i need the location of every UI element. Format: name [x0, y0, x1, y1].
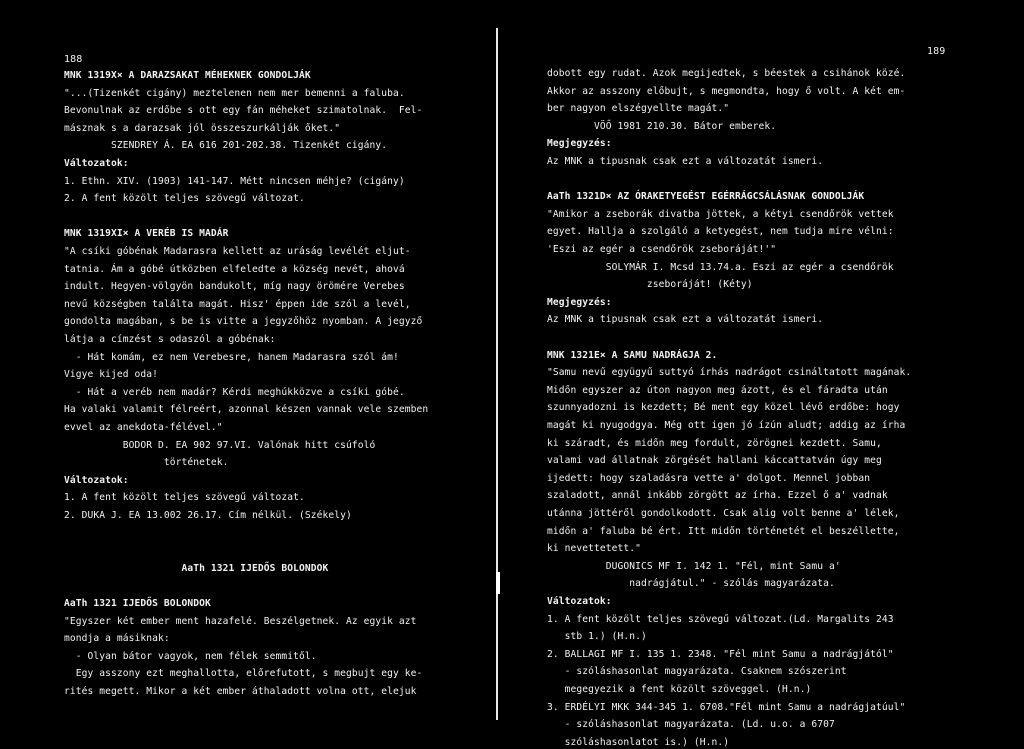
text-line: 1. A fent közölt teljes szövegű változat.(Ld. Margalits 243	[547, 613, 894, 625]
section-heading: AaTh 1321 IJEDŐS BOLONDOK	[64, 562, 329, 574]
section-heading: Megjegyzés:	[547, 138, 612, 150]
text-line: 'Eszi az egér a csendőrök zseboráját!'"	[547, 244, 777, 255]
text-line: evvel az anekdota-félével."	[64, 422, 223, 433]
page-number: 189	[927, 46, 946, 57]
text-line: ki száradt, és midőn meg fordult, zörögnei kezdett. Samu,	[547, 437, 882, 449]
text-line: Bevonulnak az erdőbe s ott egy fán méheket szimatolnak. Fel-	[64, 105, 423, 117]
text-line: valami vad állatnak zörgését hallani káccattatván úgy meg	[547, 455, 882, 467]
text-line: utánna jöttéről gondolkodott. Csak alig volt benne a' lélek,	[547, 508, 900, 519]
text-line: - Hát komám, ez nem Verebesre, hanem Madarasra szól ám!	[64, 351, 399, 363]
text-line: 2. BALLAGI MF I. 135 1. 2348. "Fél mint Samu a nadrágjától"	[547, 648, 894, 660]
left-page	[0, 0, 497, 720]
text-line: Midőn egyszer az úton nagyon meg ázott, és el fáradta után	[547, 384, 888, 396]
text-line: midőn a' faluba bé ért. Itt midőn történetét el beszéllette,	[547, 525, 900, 537]
text-line: nadrágjátul." - szólás magyarázata.	[547, 578, 835, 590]
text-line: Vigye kijed oda!	[64, 369, 159, 381]
text-line: 1. Ethn. XIV. (1903) 141-147. Métt nincsen méhje? (cigány)	[64, 175, 405, 187]
text-line: nevű községben találta magát. Hisz' éppen ide szól a levél,	[64, 298, 411, 310]
section-heading: MNK 1319X× A DARAZSAKAT MÉHEKNEK GONDOLJÁK	[64, 70, 311, 81]
text-line: szaladott, annál inkább zörgött az írha. Ezzel ő a' vadnak	[547, 490, 888, 502]
section-heading: Változatok:	[64, 474, 129, 486]
text-line: stb 1.) (H.n.)	[547, 631, 647, 643]
text-line: "Amikor a zseborák divatba jöttek, a kétyi csendőrök vettek	[547, 208, 894, 220]
text-line: 2. A fent közölt teljes szövegű változat.	[64, 193, 305, 205]
text-line: - szóláshasonlat magyarázata. (Ld. u.o. a 6707	[547, 719, 835, 731]
section-heading: Változatok:	[64, 158, 129, 169]
text-line: Az MNK a tipusnak csak ezt a változatát ismeri.	[547, 314, 824, 326]
text-line: SOLYMÁR I. Mcsd 13.74.a. Eszi az egér a csendőrök	[547, 261, 894, 273]
text-line: BODOR D. EA 902 97.VI. Valónak hitt csúfoló	[64, 439, 376, 451]
text-line: "...(Tizenkét cigány) meztelenen nem mer bemenni a faluba.	[64, 87, 405, 99]
text-line: magát ki nyugodgya. Még ott igen jó ízún aludt; addig az írha	[547, 420, 906, 431]
text-line: gondolta magában, s be is vitte a jegyzőhöz nyomban. A jegyző	[64, 316, 423, 328]
section-heading: AaTh 1321D× AZ ÓRAKETYEGÉST EGÉRRÁGCSÁLÁSNAK GONDOLJÁK	[547, 191, 865, 203]
text-line: Ha valaki valamit félreért, azonnal készen vannak vele szemben	[64, 404, 429, 416]
text-line: - szóláshasonlat magyarázata. Csaknem szószerint	[547, 666, 847, 678]
section-heading: Megjegyzés:	[547, 296, 612, 308]
text-line: Az MNK a tipusnak csak ezt a változatát ismeri.	[547, 156, 824, 167]
page-number: 188	[64, 54, 83, 65]
text-line: Egy asszony ezt meghallotta, előrefutott, s megbujt egy ke-	[64, 668, 423, 680]
section-heading: MNK 1321E× A SAMU NADRÁGJA 2.	[547, 349, 718, 361]
text-line: 1. A fent közölt teljes szövegű változat.	[64, 492, 305, 504]
text-line: indult. Hegyen-völgyön bandukolt, míg nagy örömére Verebes	[64, 281, 405, 293]
section-heading: AaTh 1321 IJEDŐS BOLONDOK	[64, 598, 211, 609]
text-line: tatnia. Ám a góbé útközben elfeledte a község nevét, ahová	[64, 263, 405, 275]
text-line: VÖŐ 1981 210.30. Bátor emberek.	[547, 120, 777, 132]
text-line: ijedett: hogy szaladásra vette a' dolgot. Mennel jobban	[547, 472, 871, 484]
page-divider	[496, 28, 498, 720]
text-line: "Samu nevű együgyű suttyó írhás nadrágot csináltatott magának.	[547, 367, 912, 379]
text-line: Akkor az asszony előbujt, s megmondta, hogy ő volt. A két em-	[547, 85, 906, 97]
text-line: látja a címzést s odaszól a góbénak:	[64, 334, 276, 345]
text-line: dobott egy rudat. Azok megijedtek, s béestek a csihánok közé.	[547, 68, 906, 79]
text-line: ber nagyon elszégyellte magát."	[547, 103, 730, 115]
text-line: ki nevettetett."	[547, 543, 642, 555]
text-line: "Egyszer két ember ment hazafelé. Beszélgetnek. Az egyik azt	[64, 615, 417, 627]
text-line: mondja a másiknak:	[64, 633, 170, 645]
text-line: 2. DUKA J. EA 13.002 26.17. Cím nélkül. (Székely)	[64, 510, 352, 521]
text-line: - Hát a veréb nem madár? Kérdi meghúkközve a csíki góbé.	[64, 386, 405, 398]
text-line: DUGONICS MF I. 142 1. "Fél, mint Samu a'	[547, 560, 841, 572]
text-line: történetek.	[64, 457, 229, 469]
text-line: zseboráját! (Kéty)	[547, 279, 753, 291]
text-line: "A csíki góbénak Madarasra kellett az uráság levélét eljut-	[64, 246, 411, 257]
text-line: szunnyadozni is kezdett; Bé ment egy közel lévő erdőbe: hogy	[547, 402, 900, 414]
text-line: SZENDREY Á. EA 616 201-202.38. Tizenkét cigány.	[64, 140, 388, 152]
text-line: egyet. Hallja a szolgáló a ketyegést, nem tudja mire vélni:	[547, 226, 894, 238]
text-line: másznak s a darazsak jól összeszurkálják őket."	[64, 122, 341, 134]
text-line: megegyezik a fent közölt szöveggel. (H.n.)	[547, 684, 812, 695]
text-line: - Olyan bátor vagyok, nem félek semmitől.	[64, 650, 317, 662]
right-page	[500, 0, 1024, 748]
text-line: szóláshasonlatot is.) (H.n.)	[547, 736, 730, 748]
section-heading: Változatok:	[547, 596, 612, 607]
text-line: 3. ERDÉLYI MKK 344-345 1. 6708."Fél mint Samu a nadrágjatúul"	[547, 701, 906, 713]
section-heading: MNK 1319XI× A VERÉB IS MADÁR	[64, 228, 229, 240]
text-line: rités megett. Mikor a két ember áthaladott volna ott, elejuk	[64, 686, 417, 697]
